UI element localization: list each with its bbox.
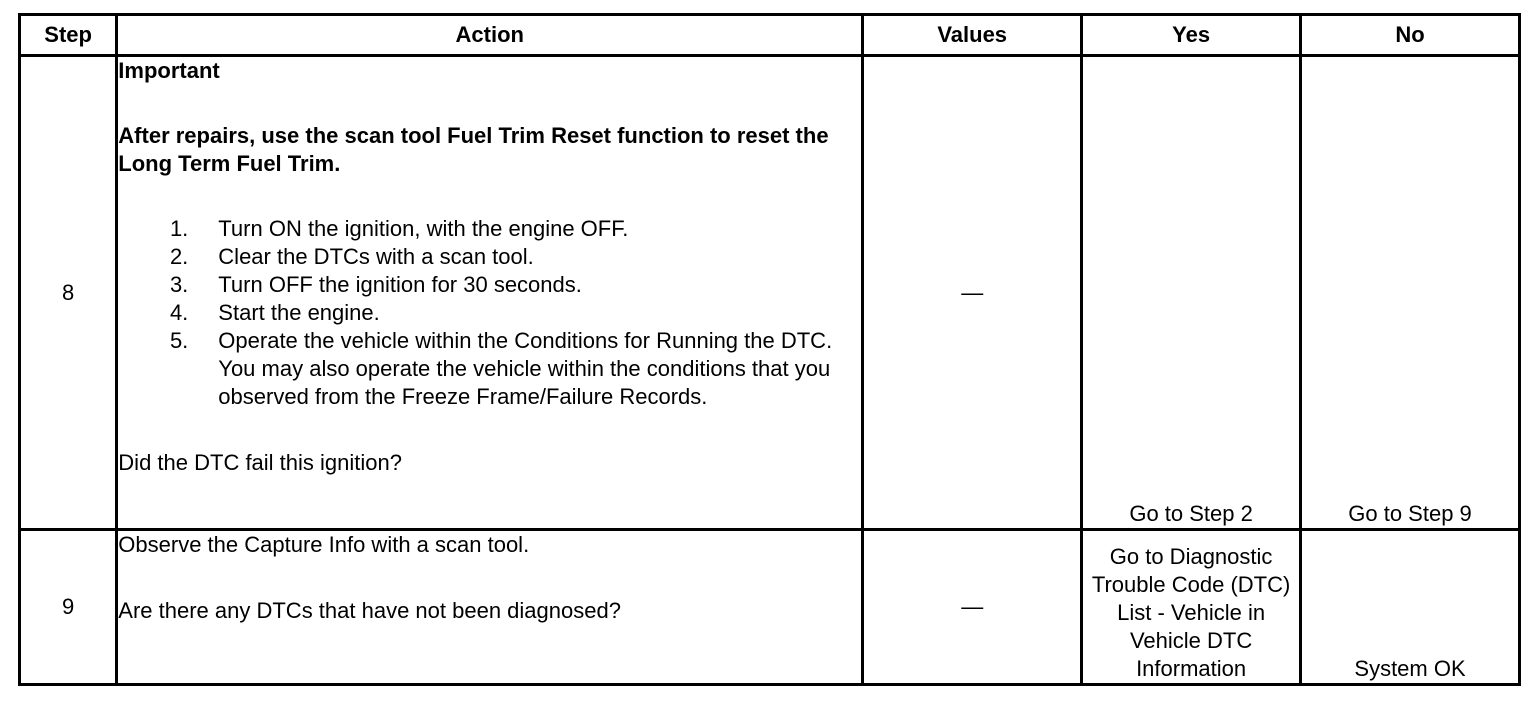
step-number: 8 xyxy=(20,56,117,530)
no-result: System OK xyxy=(1301,530,1520,685)
list-item-text: Turn OFF the ignition for 30 seconds. xyxy=(218,272,582,297)
list-item-text: Operate the vehicle within the Conditions for Running the DTC. You may also operate the vehicle within the conditions that you observed from the Freeze Frame/Failure Records. xyxy=(218,328,833,409)
list-item xyxy=(118,243,861,271)
list-item xyxy=(118,299,861,327)
table-row xyxy=(20,530,1520,685)
list-item xyxy=(118,271,861,299)
header-action: Action xyxy=(117,15,863,56)
list-item xyxy=(118,327,861,411)
header-step: Step xyxy=(20,15,117,56)
header-yes: Yes xyxy=(1082,15,1301,56)
list-item-text: Start the engine. xyxy=(218,300,380,325)
step-number: 9 xyxy=(20,530,117,685)
list-item-text: Clear the DTCs with a scan tool. xyxy=(218,244,534,269)
list-item-number: 4. xyxy=(169,300,189,325)
diagnostic-table xyxy=(18,13,1521,686)
values-cell: — xyxy=(863,530,1082,685)
list-item-number: 2. xyxy=(169,244,189,269)
yes-result: Go to Diagnostic Trouble Code (DTC) List - Vehicle in Vehicle DTC Information xyxy=(1082,530,1301,685)
yes-result: Go to Step 2 xyxy=(1082,56,1301,530)
important-note: After repairs, use the scan tool Fuel Trim Reset function to reset the Long Term Fuel Trim. xyxy=(118,123,829,176)
list-item-text: Turn ON the ignition, with the engine OFF. xyxy=(218,216,629,241)
table-row xyxy=(20,56,1520,530)
list-item-number: 5. xyxy=(169,328,189,353)
header-row xyxy=(20,15,1520,56)
action-cell xyxy=(117,530,863,685)
list-item-number: 1. xyxy=(169,216,189,241)
no-result: Go to Step 9 xyxy=(1301,56,1520,530)
list-item-number: 3. xyxy=(169,272,189,297)
instruction-text: Observe the Capture Info with a scan tool. xyxy=(118,532,530,557)
header-values: Values xyxy=(863,15,1082,56)
important-label: Important xyxy=(118,58,220,83)
question-text: Are there any DTCs that have not been diagnosed? xyxy=(118,598,621,623)
action-cell xyxy=(117,56,863,530)
values-cell: — xyxy=(863,56,1082,530)
header-no: No xyxy=(1301,15,1520,56)
question-text: Did the DTC fail this ignition? xyxy=(118,450,402,475)
list-item xyxy=(118,215,861,243)
procedure-list xyxy=(118,215,861,411)
